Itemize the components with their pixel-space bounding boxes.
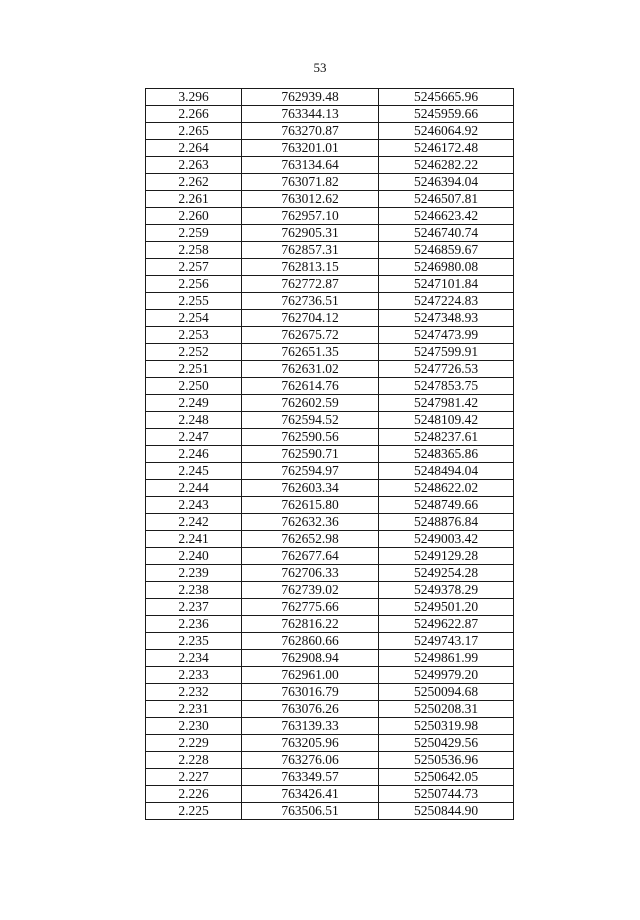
table-row xyxy=(146,599,514,616)
table-row xyxy=(146,242,514,259)
table-row xyxy=(146,701,514,718)
y-coordinate-cell: 5245665.96 xyxy=(379,89,514,106)
table-row xyxy=(146,208,514,225)
x-coordinate-cell: 762939.48 xyxy=(242,89,379,106)
point-id-cell: 2.263 xyxy=(146,157,242,174)
point-id-cell: 2.236 xyxy=(146,616,242,633)
y-coordinate-cell: 5250844.90 xyxy=(379,803,514,820)
table-row xyxy=(146,412,514,429)
y-coordinate-cell: 5248494.04 xyxy=(379,463,514,480)
table-row xyxy=(146,497,514,514)
x-coordinate-cell: 762615.80 xyxy=(242,497,379,514)
x-coordinate-cell: 763012.62 xyxy=(242,191,379,208)
y-coordinate-cell: 5250744.73 xyxy=(379,786,514,803)
y-coordinate-cell: 5247853.75 xyxy=(379,378,514,395)
point-id-cell: 2.252 xyxy=(146,344,242,361)
y-coordinate-cell: 5248749.66 xyxy=(379,497,514,514)
y-coordinate-cell: 5248109.42 xyxy=(379,412,514,429)
y-coordinate-cell: 5246859.67 xyxy=(379,242,514,259)
table-row xyxy=(146,650,514,667)
point-id-cell: 2.245 xyxy=(146,463,242,480)
x-coordinate-cell: 763201.01 xyxy=(242,140,379,157)
y-coordinate-cell: 5246282.22 xyxy=(379,157,514,174)
x-coordinate-cell: 762961.00 xyxy=(242,667,379,684)
y-coordinate-cell: 5249979.20 xyxy=(379,667,514,684)
table-row xyxy=(146,548,514,565)
y-coordinate-cell: 5250319.98 xyxy=(379,718,514,735)
table-row xyxy=(146,89,514,106)
point-id-cell: 2.262 xyxy=(146,174,242,191)
table-row xyxy=(146,446,514,463)
y-coordinate-cell: 5247348.93 xyxy=(379,310,514,327)
point-id-cell: 2.254 xyxy=(146,310,242,327)
y-coordinate-cell: 5249254.28 xyxy=(379,565,514,582)
x-coordinate-cell: 763134.64 xyxy=(242,157,379,174)
table-row xyxy=(146,395,514,412)
point-id-cell: 2.230 xyxy=(146,718,242,735)
point-id-cell: 2.250 xyxy=(146,378,242,395)
x-coordinate-cell: 763205.96 xyxy=(242,735,379,752)
y-coordinate-cell: 5249129.28 xyxy=(379,548,514,565)
point-id-cell: 2.261 xyxy=(146,191,242,208)
x-coordinate-cell: 763349.57 xyxy=(242,769,379,786)
table-row xyxy=(146,463,514,480)
x-coordinate-cell: 762594.97 xyxy=(242,463,379,480)
point-id-cell: 2.229 xyxy=(146,735,242,752)
table-row xyxy=(146,480,514,497)
point-id-cell: 2.235 xyxy=(146,633,242,650)
y-coordinate-cell: 5249622.87 xyxy=(379,616,514,633)
table-row xyxy=(146,378,514,395)
table-row xyxy=(146,429,514,446)
point-id-cell: 2.231 xyxy=(146,701,242,718)
point-id-cell: 2.233 xyxy=(146,667,242,684)
table-row xyxy=(146,293,514,310)
table-row xyxy=(146,225,514,242)
y-coordinate-cell: 5249378.29 xyxy=(379,582,514,599)
y-coordinate-cell: 5246064.92 xyxy=(379,123,514,140)
coordinates-table xyxy=(145,88,514,820)
y-coordinate-cell: 5249861.99 xyxy=(379,650,514,667)
table-row xyxy=(146,514,514,531)
y-coordinate-cell: 5246394.04 xyxy=(379,174,514,191)
point-id-cell: 2.228 xyxy=(146,752,242,769)
x-coordinate-cell: 762590.56 xyxy=(242,429,379,446)
point-id-cell: 2.260 xyxy=(146,208,242,225)
table-row xyxy=(146,361,514,378)
table-row xyxy=(146,616,514,633)
point-id-cell: 3.296 xyxy=(146,89,242,106)
x-coordinate-cell: 763076.26 xyxy=(242,701,379,718)
x-coordinate-cell: 762957.10 xyxy=(242,208,379,225)
point-id-cell: 2.227 xyxy=(146,769,242,786)
x-coordinate-cell: 763344.13 xyxy=(242,106,379,123)
y-coordinate-cell: 5248365.86 xyxy=(379,446,514,463)
coordinates-table-body xyxy=(146,89,514,820)
page-number: 53 xyxy=(313,60,327,75)
point-id-cell: 2.226 xyxy=(146,786,242,803)
y-coordinate-cell: 5249003.42 xyxy=(379,531,514,548)
table-row xyxy=(146,786,514,803)
x-coordinate-cell: 762739.02 xyxy=(242,582,379,599)
y-coordinate-cell: 5250642.05 xyxy=(379,769,514,786)
table-row xyxy=(146,259,514,276)
point-id-cell: 2.255 xyxy=(146,293,242,310)
y-coordinate-cell: 5247101.84 xyxy=(379,276,514,293)
point-id-cell: 2.259 xyxy=(146,225,242,242)
table-row xyxy=(146,531,514,548)
point-id-cell: 2.265 xyxy=(146,123,242,140)
x-coordinate-cell: 763270.87 xyxy=(242,123,379,140)
table-row xyxy=(146,582,514,599)
x-coordinate-cell: 762908.94 xyxy=(242,650,379,667)
y-coordinate-cell: 5247981.42 xyxy=(379,395,514,412)
x-coordinate-cell: 762706.33 xyxy=(242,565,379,582)
point-id-cell: 2.246 xyxy=(146,446,242,463)
y-coordinate-cell: 5247726.53 xyxy=(379,361,514,378)
x-coordinate-cell: 762775.66 xyxy=(242,599,379,616)
point-id-cell: 2.237 xyxy=(146,599,242,616)
x-coordinate-cell: 762652.98 xyxy=(242,531,379,548)
y-coordinate-cell: 5248237.61 xyxy=(379,429,514,446)
table-row xyxy=(146,565,514,582)
x-coordinate-cell: 762772.87 xyxy=(242,276,379,293)
x-coordinate-cell: 762614.76 xyxy=(242,378,379,395)
x-coordinate-cell: 762675.72 xyxy=(242,327,379,344)
table-row xyxy=(146,344,514,361)
point-id-cell: 2.242 xyxy=(146,514,242,531)
table-row xyxy=(146,157,514,174)
x-coordinate-cell: 762677.64 xyxy=(242,548,379,565)
x-coordinate-cell: 762651.35 xyxy=(242,344,379,361)
x-coordinate-cell: 762816.22 xyxy=(242,616,379,633)
y-coordinate-cell: 5247473.99 xyxy=(379,327,514,344)
point-id-cell: 2.225 xyxy=(146,803,242,820)
table-row xyxy=(146,123,514,140)
y-coordinate-cell: 5248622.02 xyxy=(379,480,514,497)
y-coordinate-cell: 5250536.96 xyxy=(379,752,514,769)
table-row xyxy=(146,667,514,684)
table-row xyxy=(146,276,514,293)
table-row xyxy=(146,803,514,820)
y-coordinate-cell: 5250429.56 xyxy=(379,735,514,752)
point-id-cell: 2.249 xyxy=(146,395,242,412)
point-id-cell: 2.253 xyxy=(146,327,242,344)
point-id-cell: 2.243 xyxy=(146,497,242,514)
x-coordinate-cell: 763276.06 xyxy=(242,752,379,769)
point-id-cell: 2.239 xyxy=(146,565,242,582)
x-coordinate-cell: 762813.15 xyxy=(242,259,379,276)
table-row xyxy=(146,718,514,735)
x-coordinate-cell: 762631.02 xyxy=(242,361,379,378)
x-coordinate-cell: 762603.34 xyxy=(242,480,379,497)
table-row xyxy=(146,633,514,650)
x-coordinate-cell: 762736.51 xyxy=(242,293,379,310)
x-coordinate-cell: 763071.82 xyxy=(242,174,379,191)
point-id-cell: 2.232 xyxy=(146,684,242,701)
x-coordinate-cell: 763139.33 xyxy=(242,718,379,735)
y-coordinate-cell: 5246623.42 xyxy=(379,208,514,225)
table-row xyxy=(146,735,514,752)
point-id-cell: 2.244 xyxy=(146,480,242,497)
y-coordinate-cell: 5246740.74 xyxy=(379,225,514,242)
table-row xyxy=(146,684,514,701)
point-id-cell: 2.256 xyxy=(146,276,242,293)
y-coordinate-cell: 5250208.31 xyxy=(379,701,514,718)
x-coordinate-cell: 762594.52 xyxy=(242,412,379,429)
x-coordinate-cell: 762857.31 xyxy=(242,242,379,259)
table-row xyxy=(146,769,514,786)
table-row xyxy=(146,327,514,344)
y-coordinate-cell: 5249743.17 xyxy=(379,633,514,650)
x-coordinate-cell: 762602.59 xyxy=(242,395,379,412)
table-row xyxy=(146,310,514,327)
x-coordinate-cell: 763016.79 xyxy=(242,684,379,701)
table-row xyxy=(146,191,514,208)
y-coordinate-cell: 5246172.48 xyxy=(379,140,514,157)
point-id-cell: 2.258 xyxy=(146,242,242,259)
x-coordinate-cell: 762590.71 xyxy=(242,446,379,463)
y-coordinate-cell: 5246980.08 xyxy=(379,259,514,276)
x-coordinate-cell: 763426.41 xyxy=(242,786,379,803)
y-coordinate-cell: 5250094.68 xyxy=(379,684,514,701)
point-id-cell: 2.266 xyxy=(146,106,242,123)
point-id-cell: 2.257 xyxy=(146,259,242,276)
table-row xyxy=(146,106,514,123)
x-coordinate-cell: 762704.12 xyxy=(242,310,379,327)
point-id-cell: 2.241 xyxy=(146,531,242,548)
y-coordinate-cell: 5247599.91 xyxy=(379,344,514,361)
x-coordinate-cell: 762632.36 xyxy=(242,514,379,531)
point-id-cell: 2.247 xyxy=(146,429,242,446)
x-coordinate-cell: 763506.51 xyxy=(242,803,379,820)
table-row xyxy=(146,174,514,191)
y-coordinate-cell: 5245959.66 xyxy=(379,106,514,123)
point-id-cell: 2.238 xyxy=(146,582,242,599)
y-coordinate-cell: 5246507.81 xyxy=(379,191,514,208)
y-coordinate-cell: 5248876.84 xyxy=(379,514,514,531)
table-row xyxy=(146,752,514,769)
point-id-cell: 2.251 xyxy=(146,361,242,378)
point-id-cell: 2.264 xyxy=(146,140,242,157)
point-id-cell: 2.240 xyxy=(146,548,242,565)
x-coordinate-cell: 762860.66 xyxy=(242,633,379,650)
x-coordinate-cell: 762905.31 xyxy=(242,225,379,242)
table-row xyxy=(146,140,514,157)
point-id-cell: 2.234 xyxy=(146,650,242,667)
point-id-cell: 2.248 xyxy=(146,412,242,429)
y-coordinate-cell: 5247224.83 xyxy=(379,293,514,310)
y-coordinate-cell: 5249501.20 xyxy=(379,599,514,616)
